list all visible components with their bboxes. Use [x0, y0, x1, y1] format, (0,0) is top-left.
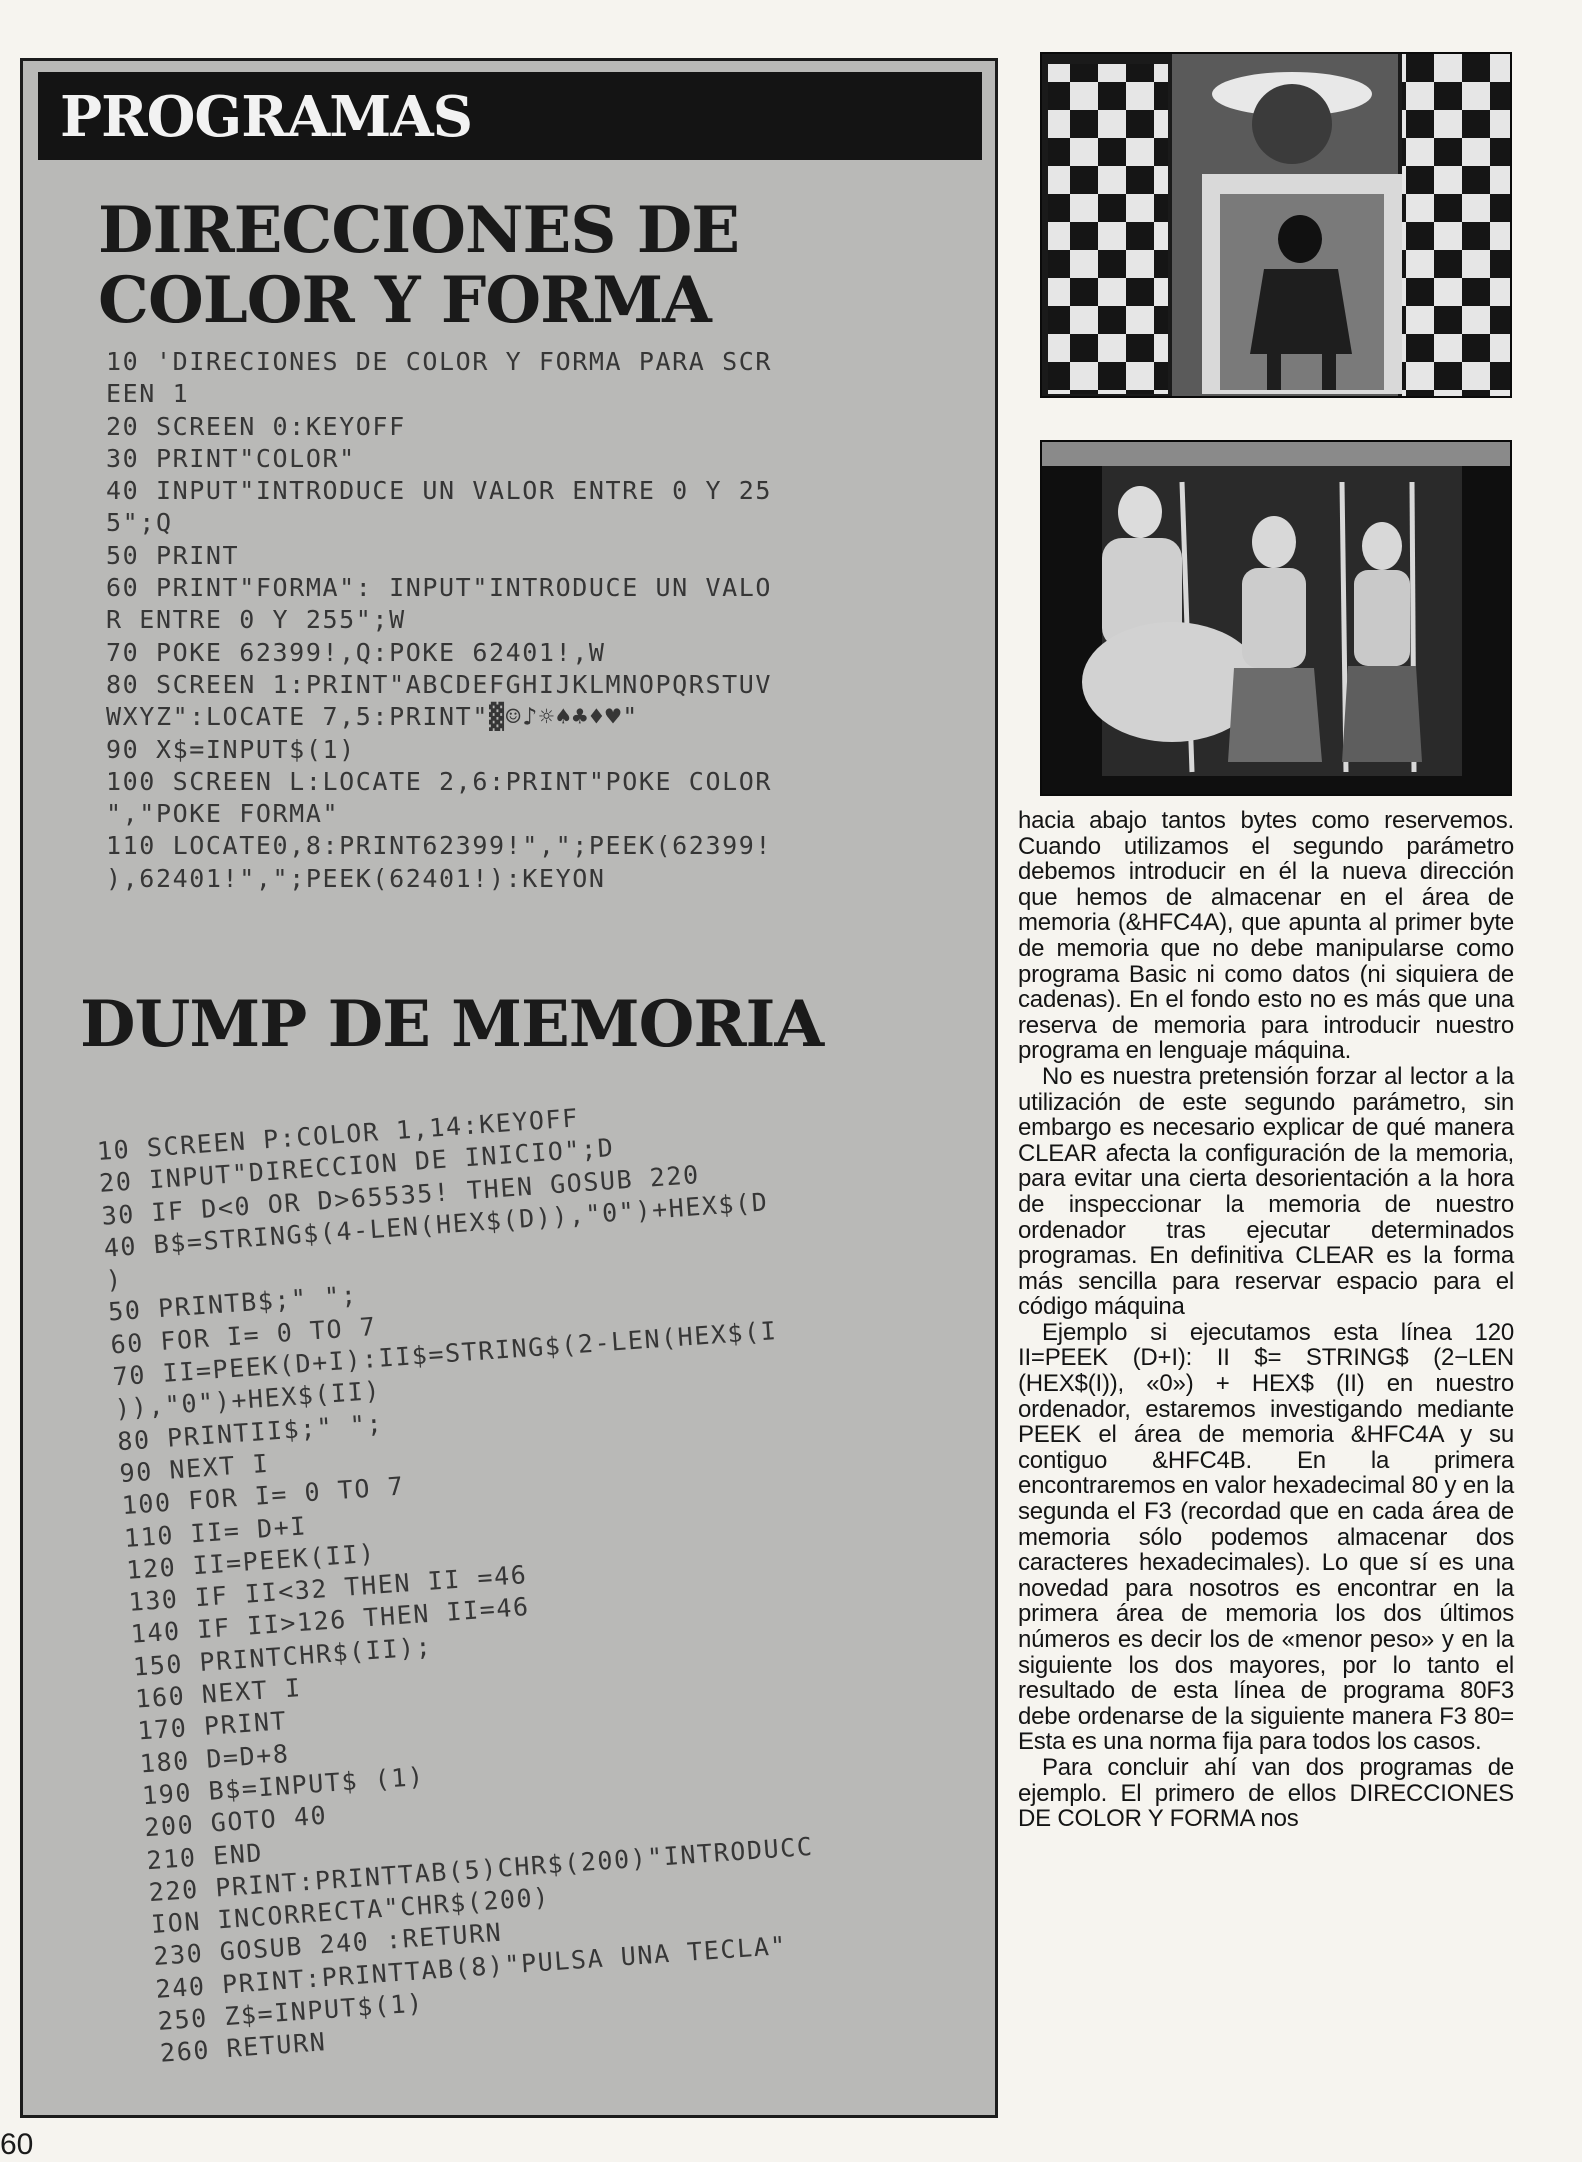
- program2-code: 10 SCREEN P:COLOR 1,14:KEYOFF 20 INPUT"DIRECCION DE INICIO";D 30 IF D<0 OR D>65535! THEN GOSUB 220 40 B$=STRING$(4-LEN(HEX$(D)),"0")+HEX$(D ) 50 PRINTB$;" "; 60 FOR I= 0 TO 7 70 II=PEEK(D+I):II$=STRING$(2-LEN(HEX$(I )),"0")+HEX$(II) 80 PRINTII$;" "; 90 NEXT I 100 FOR I= 0 TO 7 110 II= D+I 120 II=PEEK(II) 130 IF II<32 THEN II =46 140 IF II>126 THEN II=46 150 PRINTCHR$(II); 160 NEXT I 170 PRINT 180 D=D+8 190 B$=INPUT$ (1) 200 GOTO 40 210 END 220 PRINT:PRINTTAB(5)CHR$(200)"INTRODUCC ION INCORRECTA"CHR$(200) 230 GOSUB 240 :RETURN 240 PRINT:PRINTTAB(8)"PULSA UNA TECLA" 250 Z$=INPUT$(1) 260 RETURN: [96, 1103, 815, 2069]
- page-number: 60: [0, 2128, 34, 2161]
- screen-photo-figures: [1040, 440, 1512, 796]
- section-banner: [38, 72, 982, 160]
- section-title: PROGRAMAS: [60, 84, 473, 150]
- article-text: [1018, 808, 1514, 1832]
- screen-photo-checkerboard: [1040, 52, 1512, 398]
- article-paragraph: Ejemplo si ejecutamos esta línea 120 II=PEEK (D+I): II $= STRING$ (2−LEN (HEX$(I)), «0») + HEX$ (II) en nuestro ordenador, estaremos investigando mediante PEEK el área de memoria &HFC4A y su contiguo &HFC4B. En la primera encontraremos en valor hexadecimal 80 y en la segunda el F3 (recordad que en cada área de memoria sólo podemos almacenar dos caracteres hexadecimales). Lo que sí es una novedad para nosotros es encontrar en la primera área de memoria los dos últimos números es decir los de «menor peso» y en la siguiente los dos mayores, por lo tanto el resultado de esta línea de programa 80F3 debe ordenarse de la siguiente manera F3 80= Esta es una norma fija para todos los casos.: [1018, 1318, 1514, 1756]
- program1-title: DIRECCIONES DE COLOR Y FORMA: [98, 193, 740, 338]
- article-paragraph: No es nuestra pretensión forzar al lector a la utilización de este segundo parámetro, sin embargo es necesario explicar de qué manera CLEAR afecta la configuración de la memoria, para evitar una cierta desorientación a la hora de inspeccionar la memoria de nuestro ordenador tras ejecutar determinados programas. En definitiva CLEAR es la forma más sencilla para reservar espacio para el código máquina: [1018, 1062, 1514, 1321]
- article-paragraph: hacia abajo tantos bytes como reservemos. Cuando utilizamos el segundo parámetro debemos introducir en él la nueva dirección que hemos de almacenar en el área de memoria (&HFC4A), que apunta al primer byte de memoria que no debe manipularse como programa Basic ni como datos (ni siquiera de cadenas). En el fondo esto no es más que una reserva de memoria para introducir nuestro programa en lenguaje máquina.: [1018, 807, 1514, 1065]
- three-figures-image: [1042, 442, 1510, 794]
- program2-title: DUMP DE MEMORIA: [80, 987, 824, 1062]
- checkerboard-figure-image: [1042, 54, 1510, 396]
- article-paragraph: Para concluir ahí van dos programas de ejemplo. El primero de ellos DIRECCIONES DE COLOR Y FORMA nos: [1018, 1753, 1514, 1833]
- program1-code: 10 'DIRECIONES DE COLOR Y FORMA PARA SCR EEN 1 20 SCREEN 0:KEYOFF 30 PRINT"COLOR" 40 INPUT"INTRODUCE UN VALOR ENTRE 0 Y 25 5";Q 50 PRINT 60 PRINT"FORMA": INPUT"INTRODUCE UN VALO R ENTRE 0 Y 255";W 70 POKE 62399!,Q:POKE 62401!,W 80 SCREEN 1:PRINT"ABCDEFGHIJKLMNOPQRSTUV WXYZ":LOCATE 7,5:PRINT"▓☺♪☼♠♣♦♥" 90 X$=INPUT$(1) 100 SCREEN L:LOCATE 2,6:PRINT"POKE COLOR ","POKE FORMA" 110 LOCATE0,8:PRINT62399!",";PEEK(62399! ),62401!",";PEEK(62401!):KEYON: [106, 347, 773, 893]
